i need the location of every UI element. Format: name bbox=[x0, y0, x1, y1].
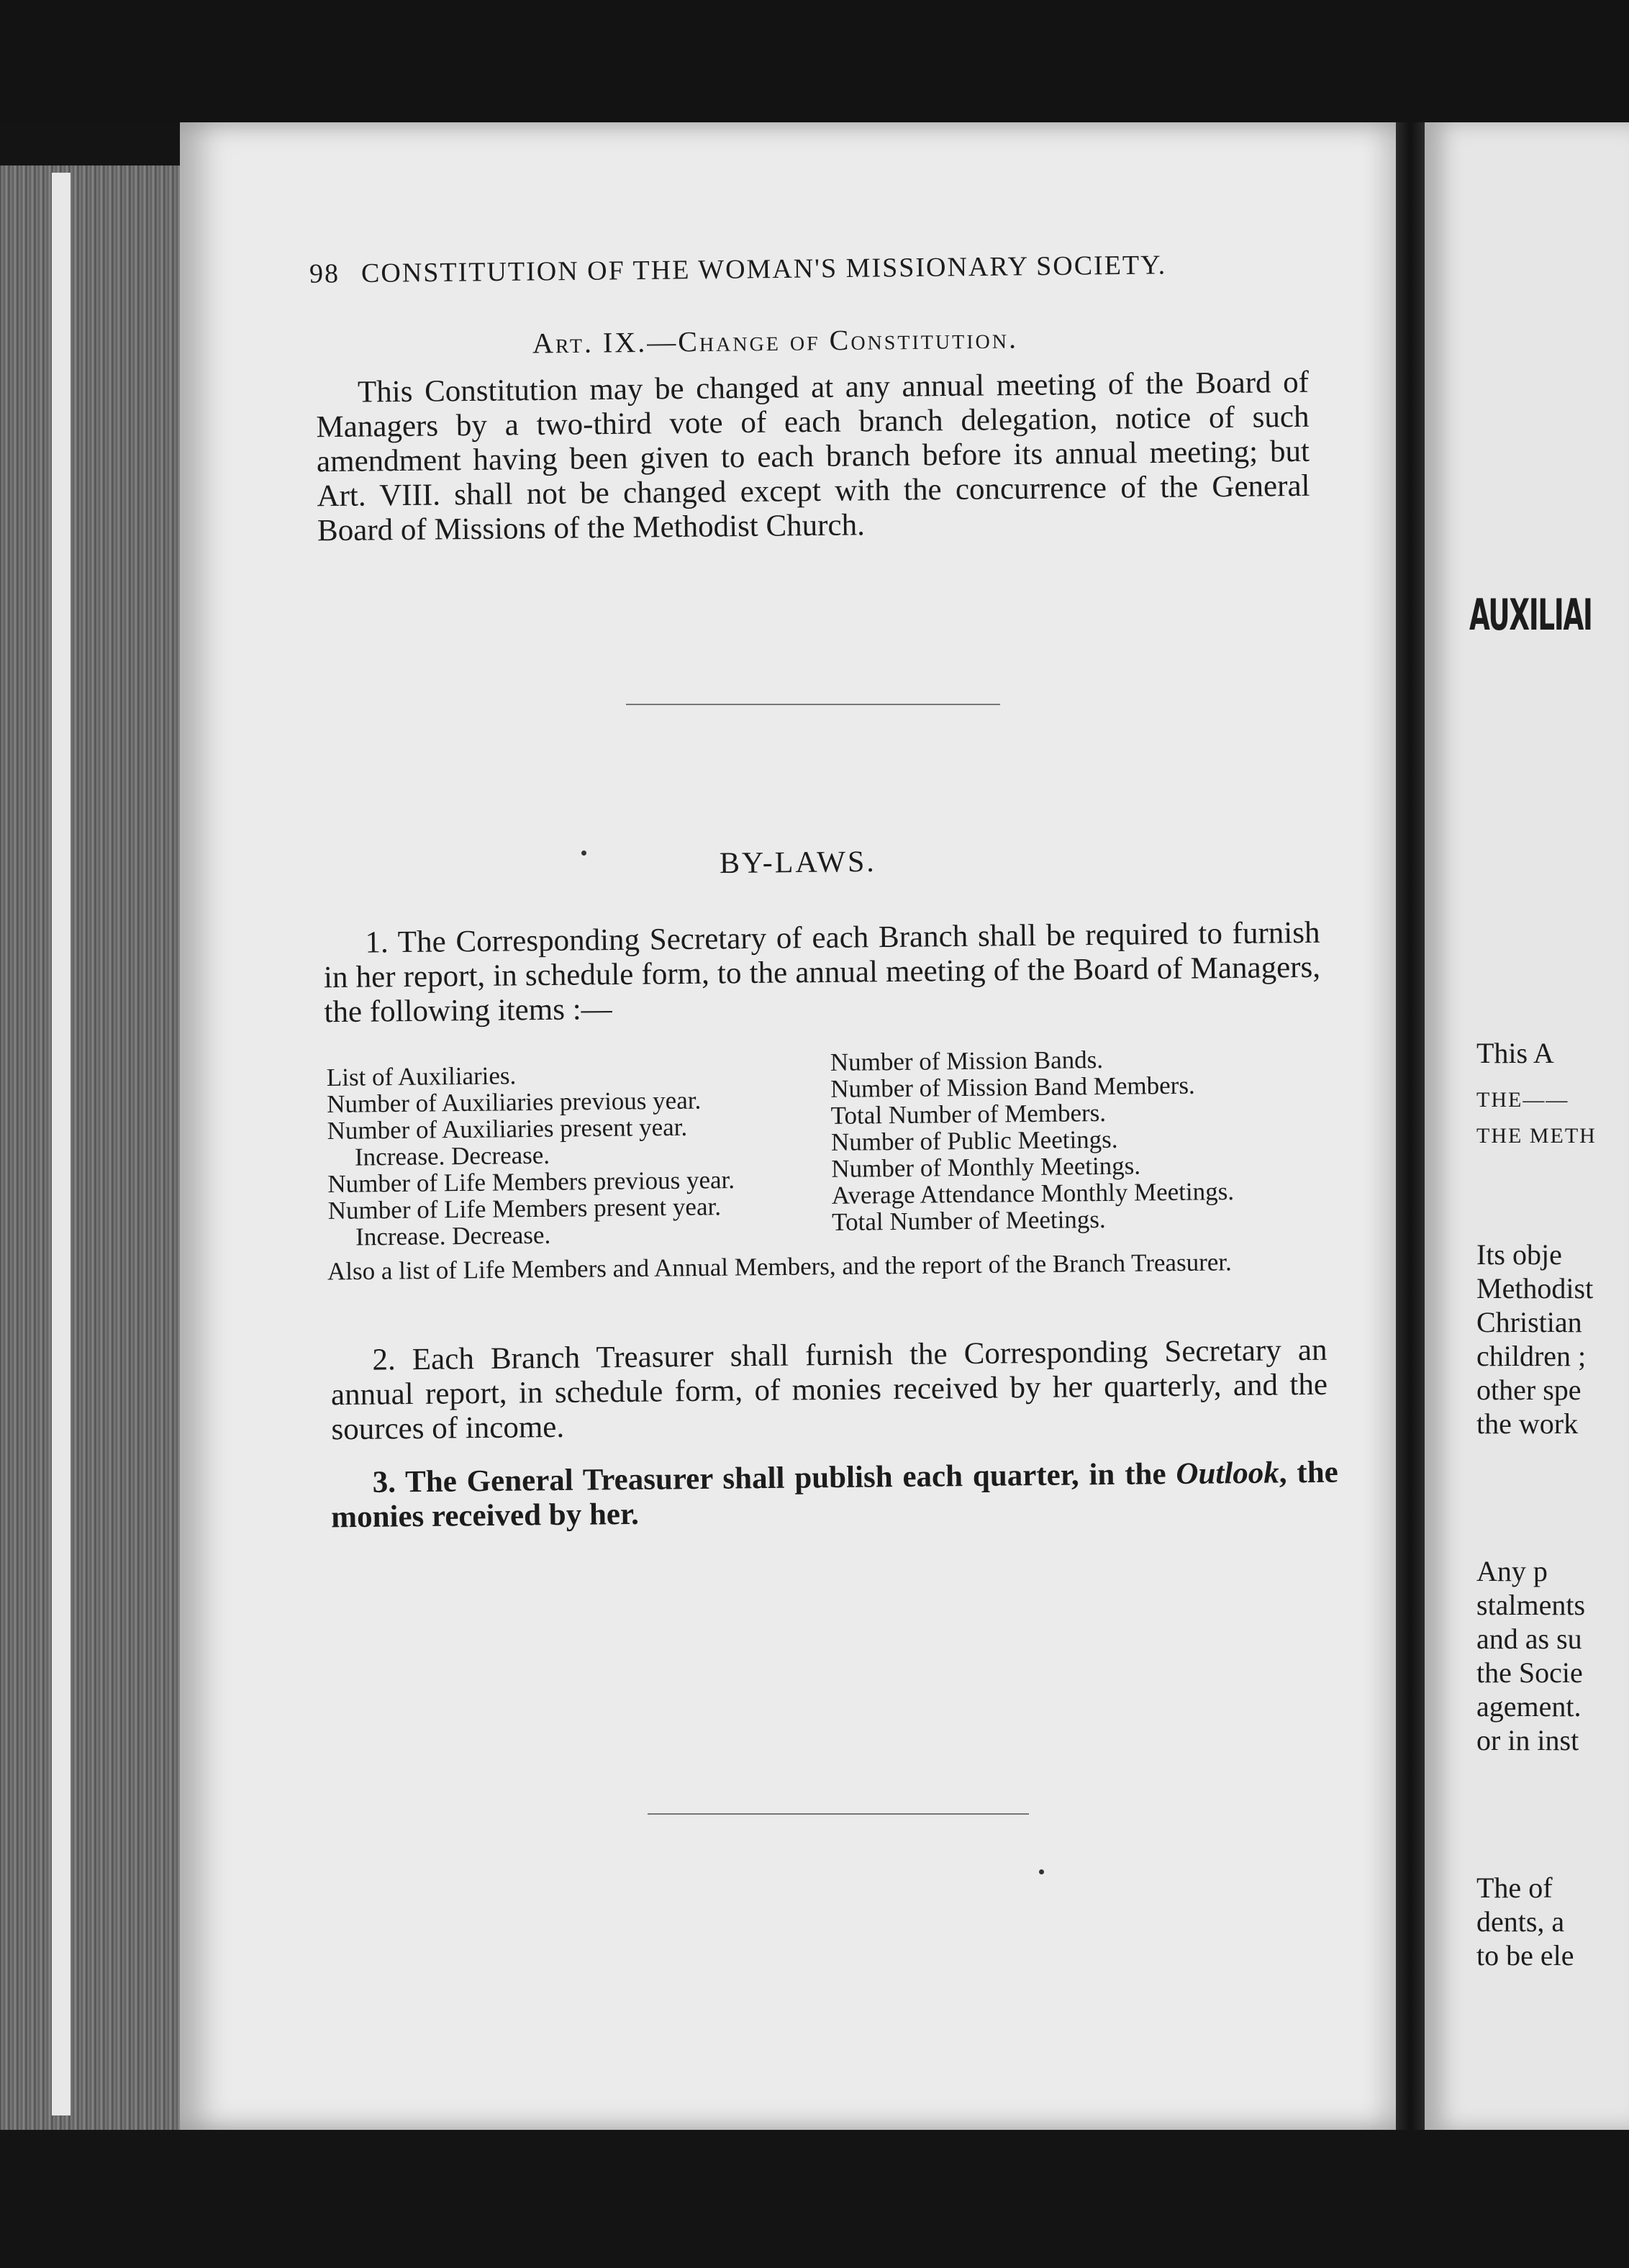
list-item: Increase. Decrease. bbox=[354, 1140, 550, 1171]
right-line: the work bbox=[1476, 1407, 1579, 1440]
right-page bbox=[1425, 122, 1629, 2130]
book-gutter bbox=[1396, 122, 1425, 2130]
page-number: 98 bbox=[309, 258, 340, 289]
schedule-items-right bbox=[830, 1045, 1235, 1235]
section-divider bbox=[648, 1813, 1029, 1815]
right-line: stalments bbox=[1476, 1589, 1586, 1621]
right-line: Its obje bbox=[1476, 1238, 1562, 1271]
list-item: Number of Mission Bands. bbox=[830, 1045, 1104, 1076]
bylaw-item-2: 2. Each Branch Treasurer shall furnish the Corresponding Secretary an annual report, in schedule form, of monies received by her quarterly, and the sources of income. bbox=[330, 1333, 1328, 1447]
bylaw-item-3-end: , the monies received by her. bbox=[331, 1455, 1338, 1535]
right-line: The of bbox=[1476, 1872, 1553, 1904]
section-divider bbox=[626, 704, 1000, 705]
right-line: or in inst bbox=[1476, 1724, 1579, 1756]
right-line: other spe bbox=[1476, 1374, 1582, 1406]
list-item: Number of Auxiliaries present year. bbox=[327, 1112, 688, 1145]
right-line: children ; bbox=[1476, 1340, 1587, 1372]
list-item: Increase. Decrease. bbox=[355, 1220, 551, 1251]
list-item: List of Auxiliaries. bbox=[326, 1061, 517, 1092]
right-line: the Socie bbox=[1476, 1656, 1583, 1689]
list-item: Total Number of Members. bbox=[830, 1098, 1107, 1130]
bylaw-item-3 bbox=[331, 1456, 1339, 1536]
right-line: Christian bbox=[1476, 1306, 1582, 1338]
list-item: Number of Life Members previous year. bbox=[327, 1166, 735, 1198]
scan-background-bottom bbox=[0, 2130, 1629, 2268]
right-line: THE METH bbox=[1476, 1124, 1597, 1148]
list-item: Number of Mission Band Members. bbox=[830, 1071, 1195, 1103]
speck bbox=[1039, 1869, 1044, 1874]
bylaw-item-1: 1. The Corresponding Secretary of each Branch shall be required to furnish in her report, in schedule form, to the annual meeting of the Board of Managers, the following items :— bbox=[323, 915, 1321, 1030]
right-page-title: AUXILIAI bbox=[1469, 590, 1592, 640]
right-line: to be ele bbox=[1476, 1939, 1574, 1972]
speck bbox=[581, 850, 586, 856]
schedule-items-left bbox=[327, 1060, 735, 1251]
list-item: Total Number of Meetings. bbox=[831, 1205, 1106, 1236]
list-item: Number of Public Meetings. bbox=[830, 1125, 1118, 1156]
right-line: and as su bbox=[1476, 1623, 1582, 1655]
book-page-edges bbox=[0, 165, 180, 2130]
also-list-line: Also a list of Life Members and Annual Members, and the report of the Branch Treasurer. bbox=[327, 1248, 1232, 1286]
bylaws-heading: BY-LAWS. bbox=[719, 845, 877, 881]
list-item: Number of Monthly Meetings. bbox=[831, 1151, 1141, 1183]
list-item: Number of Auxiliaries previous year. bbox=[327, 1086, 702, 1118]
right-line: This A bbox=[1476, 1037, 1554, 1069]
right-line: agement. bbox=[1476, 1690, 1582, 1723]
right-line: Any p bbox=[1476, 1555, 1548, 1587]
right-line: dents, a bbox=[1476, 1905, 1565, 1938]
article-heading: Art. IX.—Change of Constitution. bbox=[532, 322, 1019, 360]
list-item: Number of Life Members present year. bbox=[327, 1192, 722, 1225]
scan-background-top bbox=[0, 0, 1629, 122]
right-line: THE—— bbox=[1476, 1088, 1569, 1112]
book-edge-highlight bbox=[52, 173, 71, 2115]
running-head-title: CONSTITUTION OF THE WOMAN'S MISSIONARY SOCIETY. bbox=[360, 250, 1167, 289]
bylaw-item-3-text: 3. The General Treasurer shall publish each quarter, in the bbox=[372, 1457, 1176, 1500]
outlook-title: Outlook bbox=[1176, 1456, 1280, 1492]
list-item: Average Attendance Monthly Meetings. bbox=[831, 1177, 1235, 1210]
article-body: This Constitution may be changed at any annual meeting of the Board of Managers by a two-third vote of each branch delegation, notice of such amendment having been given to each branch before its annual meeting; but Art. VIII. shall not be changed except with the concurrence of the General Board of Missions of the Methodist Church. bbox=[316, 365, 1310, 548]
right-line: Methodist bbox=[1476, 1272, 1594, 1305]
